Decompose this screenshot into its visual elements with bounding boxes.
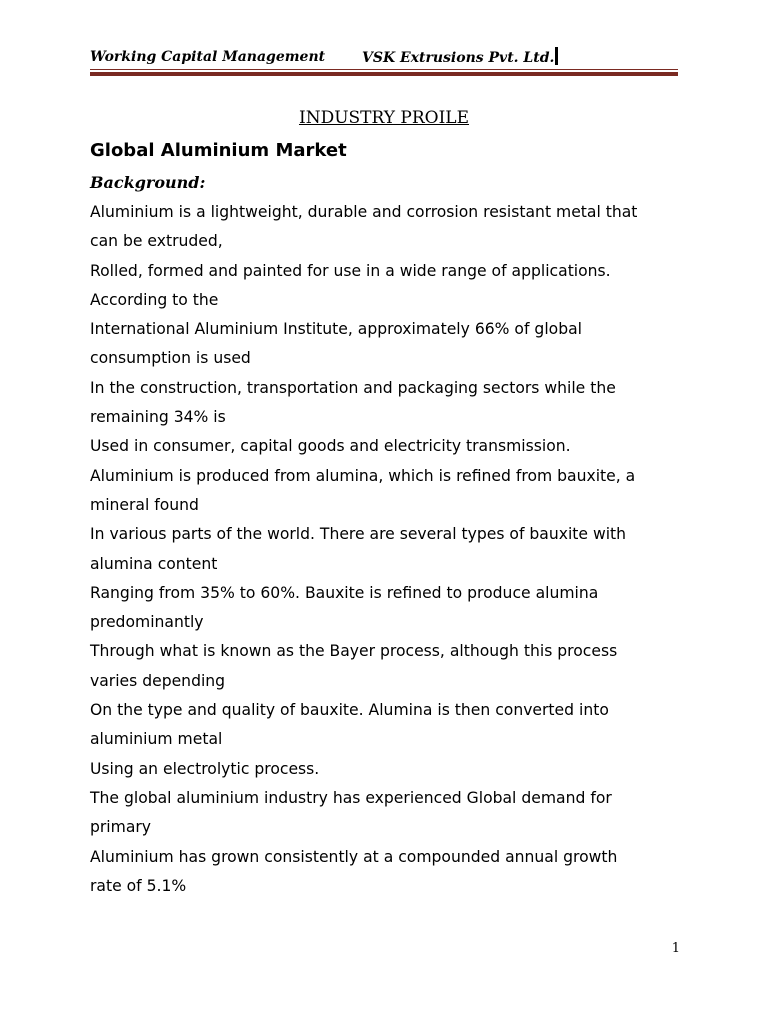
body-line: Rolled, formed and painted for use in a wide range of applications. bbox=[90, 261, 611, 280]
text-cursor bbox=[555, 47, 558, 65]
body-line: Aluminium is produced from alumina, which is refined from bauxite, a bbox=[90, 466, 636, 485]
section-title: INDUSTRY PROILE bbox=[298, 108, 470, 128]
body-line: In various parts of the world. There are several types of bauxite with bbox=[90, 525, 627, 544]
body-line: aluminium metal bbox=[90, 730, 223, 749]
page-header bbox=[90, 47, 678, 67]
subheading: Global Aluminium Market bbox=[90, 140, 347, 161]
body-line: consumption is used bbox=[90, 349, 251, 368]
header-company-name bbox=[362, 47, 558, 68]
body-line: Using an electrolytic process. bbox=[90, 759, 320, 778]
body-line: remaining 34% is bbox=[90, 408, 226, 427]
header-rule-thin bbox=[90, 69, 678, 70]
body-line: In the construction, transportation and packaging sectors while the bbox=[90, 378, 616, 397]
body-line: predominantly bbox=[90, 613, 204, 632]
header-document-title: Working Capital Management bbox=[90, 49, 326, 65]
page-number: 1 bbox=[671, 941, 680, 956]
header-rule-thick bbox=[90, 72, 678, 76]
body-line: mineral found bbox=[90, 495, 199, 514]
body-line: Ranging from 35% to 60%. Bauxite is refined to produce alumina bbox=[90, 583, 599, 602]
body-line: According to the bbox=[90, 290, 219, 309]
body-line: On the type and quality of bauxite. Alumina is then converted into bbox=[90, 701, 609, 720]
body-line: primary bbox=[90, 818, 152, 837]
body-line: Aluminium is a lightweight, durable and corrosion resistant metal that bbox=[90, 203, 638, 221]
body-line: International Aluminium Institute, approximately 66% of global bbox=[90, 320, 582, 339]
body-line: Through what is known as the Bayer process, although this process bbox=[90, 642, 618, 661]
header-company-text: VSK Extrusions Pvt. Ltd. bbox=[362, 50, 555, 66]
body-line: Aluminium has grown consistently at a compounded annual growth bbox=[90, 847, 618, 866]
body-text bbox=[90, 198, 690, 901]
body-line: alumina content bbox=[90, 554, 218, 573]
body-line: varies depending bbox=[90, 671, 226, 690]
body-line: can be extruded, bbox=[90, 232, 223, 251]
body-line: rate of 5.1% bbox=[90, 876, 187, 895]
background-label: Background: bbox=[90, 173, 206, 192]
body-line: Used in consumer, capital goods and electricity transmission. bbox=[90, 437, 571, 456]
body-line: The global aluminium industry has experienced Global demand for bbox=[90, 788, 612, 807]
